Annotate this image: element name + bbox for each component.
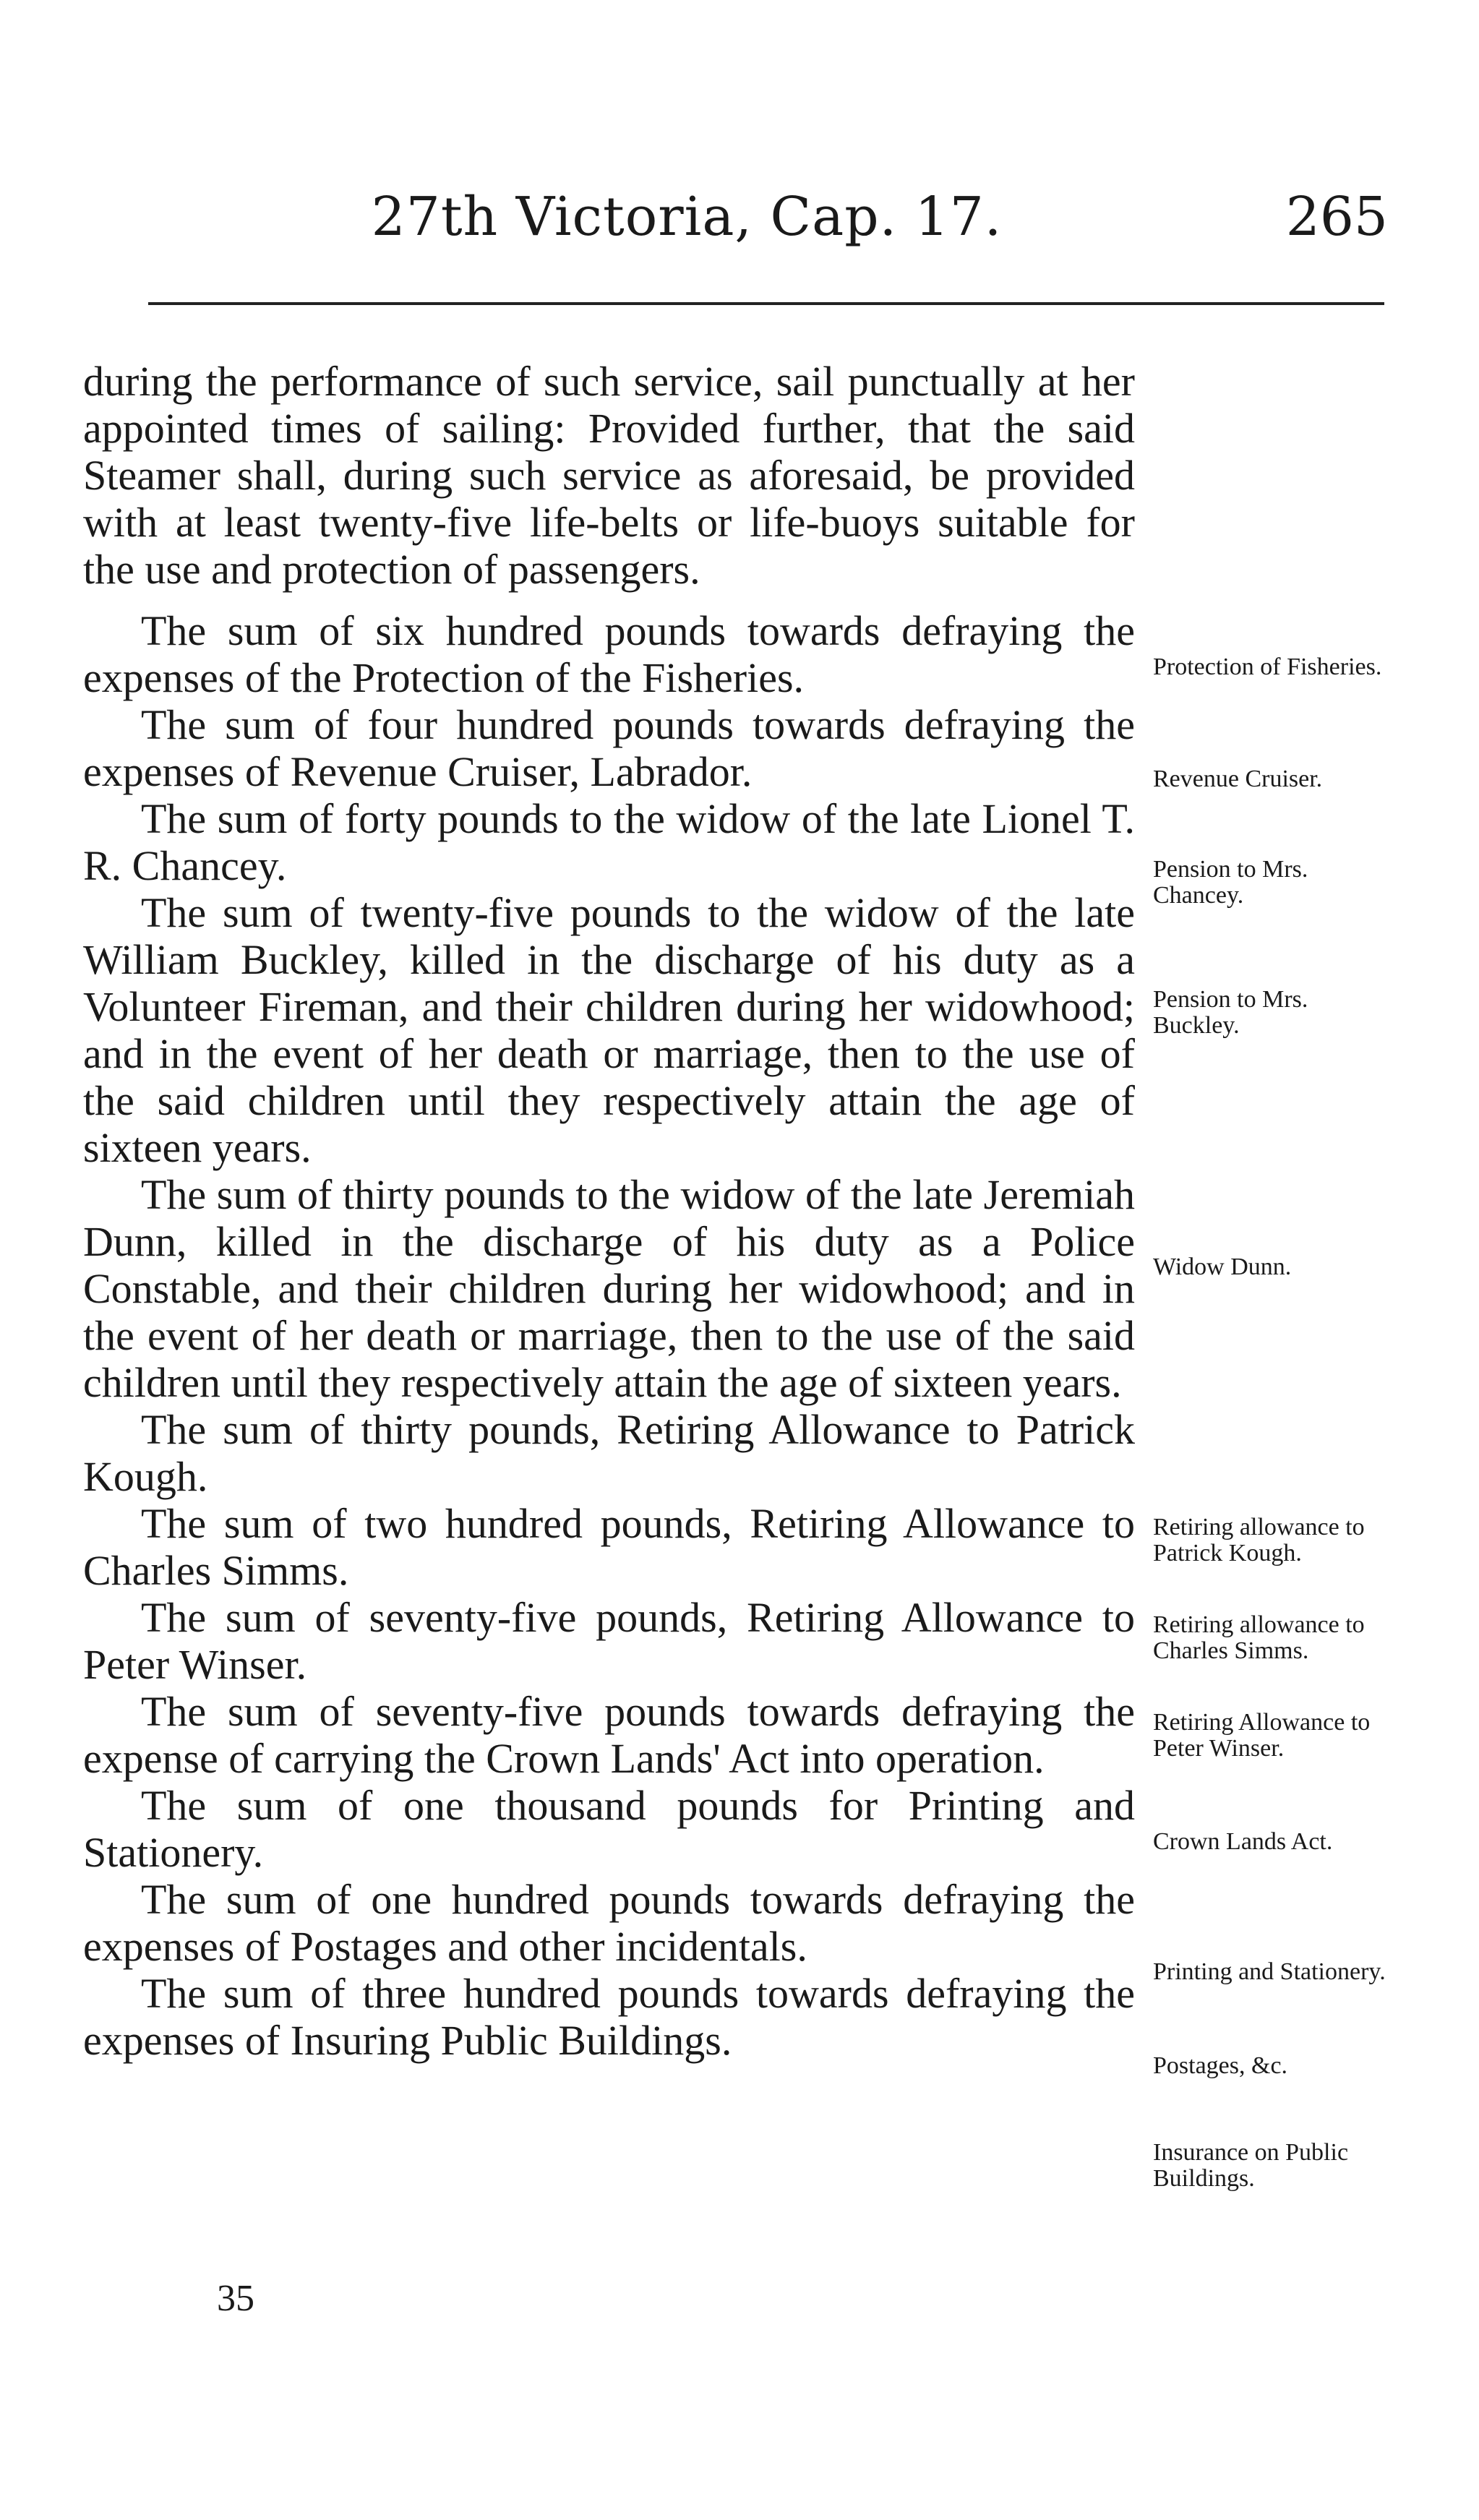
paragraph-winser: The sum of seventy-five pounds, Retiring Allowance to Peter Winser.	[83, 1594, 1135, 1688]
paragraph-crown-lands: The sum of seventy-five pounds towards defraying the expense of carrying the Crown Lands' Act into operation.	[83, 1688, 1135, 1782]
paragraph-insurance: The sum of three hundred pounds towards defraying the expenses of Insuring Public Buildings.	[83, 1970, 1135, 2064]
page-number: 265	[1285, 186, 1388, 248]
running-head-title: 27th Victoria, Cap. 17.	[371, 186, 1003, 248]
paragraph-chancey: The sum of forty pounds to the widow of the late Lionel T. R. Chancey.	[83, 795, 1135, 889]
margin-note-winser: Retiring Allowance to Peter Winser.	[1153, 1709, 1371, 1762]
signature-mark: 35	[217, 2278, 254, 2319]
margin-note-crown-lands: Crown Lands Act.	[1153, 1828, 1333, 1855]
margin-note-insurance: Insurance on Public Buildings.	[1153, 2139, 1349, 2192]
paragraph-continuation: during the performance of such service, sail punctually at her appointed times of sailing: Provided further, that the said Steamer shall, during such service as aforesaid, be provided with at least twenty-five life-belts or life-buoys suitable for the use and protection of passengers.	[83, 358, 1135, 593]
paragraph-buckley: The sum of twenty-five pounds to the widow of the late William Buckley, killed in the discharge of his duty as a Volunteer Fireman, and their children during her widowhood; and in the event of her death or marriage, then to the use of the said children until they respectively attain the age of sixteen years.	[83, 889, 1135, 1171]
paragraph-simms: The sum of two hundred pounds, Retiring Allowance to Charles Simms.	[83, 1500, 1135, 1594]
paragraph-kough: The sum of thirty pounds, Retiring Allowance to Patrick Kough.	[83, 1406, 1135, 1500]
body-text	[83, 358, 1135, 2064]
paragraph-fisheries: The sum of six hundred pounds towards defraying the expenses of the Protection of the Fisheries.	[83, 607, 1135, 701]
paragraph-postages: The sum of one hundred pounds towards defraying the expenses of Postages and other incidentals.	[83, 1876, 1135, 1970]
margin-note-buckley: Pension to Mrs. Buckley.	[1153, 986, 1308, 1039]
margin-note-simms: Retiring allowance to Charles Simms.	[1153, 1611, 1365, 1664]
margin-note-postages: Postages, &c.	[1153, 2052, 1288, 2079]
margin-note-dunn: Widow Dunn.	[1153, 1253, 1292, 1280]
margin-note-chancey: Pension to Mrs. Chancey.	[1153, 856, 1308, 909]
paragraph-revenue-cruiser: The sum of four hundred pounds towards defraying the expenses of Revenue Cruiser, Labrador.	[83, 701, 1135, 795]
paragraph-dunn: The sum of thirty pounds to the widow of the late Jeremiah Dunn, killed in the discharge of his duty as a Police Constable, and their children during her widowhood; and in the event of her death or marriage, then to the use of the said children until they respectively attain the age of sixteen years.	[83, 1171, 1135, 1406]
margin-note-fisheries: Protection of Fisheries.	[1153, 653, 1382, 680]
margin-note-revenue-cruiser: Revenue Cruiser.	[1153, 766, 1323, 792]
margin-note-kough: Retiring allowance to Patrick Kough.	[1153, 1514, 1365, 1567]
margin-note-printing: Printing and Stationery.	[1153, 1958, 1386, 1985]
paragraph-printing: The sum of one thousand pounds for Printing and Stationery.	[83, 1782, 1135, 1876]
header-rule	[148, 302, 1384, 305]
